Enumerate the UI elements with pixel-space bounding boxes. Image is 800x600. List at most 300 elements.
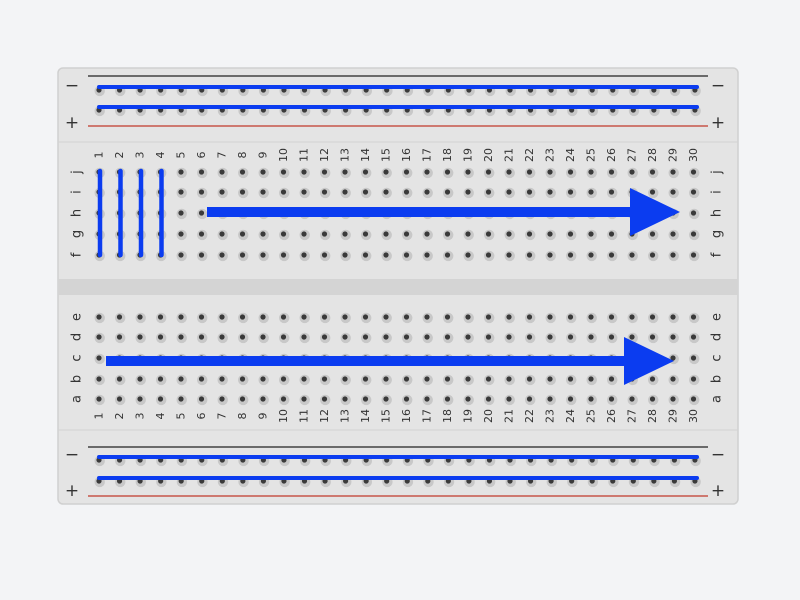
row-letter-left: c [69, 354, 85, 362]
hole-e [322, 314, 327, 319]
hole-b [322, 376, 327, 381]
hole-f [322, 252, 327, 257]
hole-d [568, 334, 573, 339]
row-letter-left: g [69, 229, 85, 239]
hole-g [260, 231, 265, 236]
hole-i [486, 189, 491, 194]
hole-i [568, 189, 573, 194]
hole-h [199, 210, 204, 215]
hole-e [137, 314, 142, 319]
hole-d [240, 334, 245, 339]
hole-f [363, 252, 368, 257]
hole-i [527, 189, 532, 194]
hole-a [383, 396, 388, 401]
hole-a [199, 396, 204, 401]
hole-e [650, 314, 655, 319]
hole-g [568, 231, 573, 236]
hole-g [301, 231, 306, 236]
row-letter-right: h [709, 208, 725, 218]
column-number-top: 5 [174, 151, 188, 159]
hole-j [588, 169, 593, 174]
row-letter-left: h [69, 208, 85, 218]
hole-i [281, 189, 286, 194]
hole-a [404, 396, 409, 401]
column-number-top: 11 [297, 148, 311, 162]
hole-g [363, 231, 368, 236]
hole-f [260, 252, 265, 257]
hole-a [260, 396, 265, 401]
hole-f [281, 252, 286, 257]
column-number-bottom: 6 [195, 412, 208, 420]
hole-f [445, 252, 450, 257]
column-number-bottom: 24 [564, 409, 577, 423]
hole-g [588, 231, 593, 236]
hole-j [260, 169, 265, 174]
hole-d [486, 334, 491, 339]
hole-g [465, 231, 470, 236]
hole-e [588, 314, 593, 319]
hole-a [342, 396, 347, 401]
hole-i [178, 189, 183, 194]
column-number-top: 15 [379, 148, 393, 162]
hole-b [260, 376, 265, 381]
column-number-top: 8 [236, 151, 249, 159]
hole-j [301, 169, 306, 174]
hole-d [96, 334, 101, 339]
hole-f [342, 252, 347, 257]
hole-e [281, 314, 286, 319]
hole-b [158, 376, 163, 381]
hole-g [199, 231, 204, 236]
hole-e [629, 314, 634, 319]
hole-j [445, 169, 450, 174]
hole-e [465, 314, 470, 319]
hole-e [486, 314, 491, 319]
column-number-bottom: 2 [113, 412, 126, 420]
hole-f [178, 252, 183, 257]
hole-d [363, 334, 368, 339]
column-number-bottom: 29 [666, 409, 680, 423]
column-number-bottom: 20 [482, 409, 495, 423]
column-number-top: 21 [502, 148, 516, 162]
hole-f [527, 252, 532, 257]
hole-j [506, 169, 511, 174]
hole-a [465, 396, 470, 401]
hole-a [670, 396, 675, 401]
hole-a [96, 396, 101, 401]
column-number-bottom: 15 [379, 409, 393, 423]
hole-b [240, 376, 245, 381]
row-letter-left: i [69, 190, 85, 194]
hole-i [383, 189, 388, 194]
column-number-bottom: 9 [256, 412, 270, 420]
hole-g [281, 231, 286, 236]
hole-d [650, 334, 655, 339]
hole-d [260, 334, 265, 339]
column-number-bottom: 4 [154, 412, 167, 420]
column-number-top: 27 [625, 148, 639, 162]
hole-e [424, 314, 429, 319]
hole-b [588, 376, 593, 381]
hole-f [301, 252, 306, 257]
hole-d [609, 334, 614, 339]
column-number-top: 19 [461, 148, 475, 162]
hole-j [527, 169, 532, 174]
column-number-bottom: 26 [605, 409, 618, 423]
hole-e [527, 314, 532, 319]
hole-a [445, 396, 450, 401]
column-number-top: 16 [400, 148, 413, 162]
hole-f [383, 252, 388, 257]
hole-i [219, 189, 224, 194]
column-number-bottom: 10 [277, 409, 290, 423]
hole-f [486, 252, 491, 257]
hole-a [322, 396, 327, 401]
hole-i [260, 189, 265, 194]
column-number-top: 18 [441, 148, 454, 162]
hole-g [670, 231, 675, 236]
hole-j [240, 169, 245, 174]
hole-d [691, 334, 696, 339]
arrow-top-shaft [207, 207, 632, 217]
hole-a [363, 396, 368, 401]
hole-b [178, 376, 183, 381]
column-number-bottom: 12 [318, 409, 331, 423]
hole-b [650, 376, 655, 381]
hole-b [568, 376, 573, 381]
hole-j [424, 169, 429, 174]
column-number-top: 25 [584, 148, 598, 162]
hole-b [117, 376, 122, 381]
row-letter-right: b [709, 374, 725, 384]
hole-g [691, 231, 696, 236]
hole-d [322, 334, 327, 339]
column-number-top: 2 [113, 151, 126, 159]
hole-d [506, 334, 511, 339]
hole-g [424, 231, 429, 236]
hole-e [342, 314, 347, 319]
hole-f [568, 252, 573, 257]
column-number-top: 1 [92, 151, 106, 159]
hole-i [424, 189, 429, 194]
hole-a [219, 396, 224, 401]
hole-a [281, 396, 286, 401]
row-letter-right: a [709, 395, 725, 403]
column-number-bottom: 27 [625, 409, 639, 423]
hole-b [670, 376, 675, 381]
hole-i [240, 189, 245, 194]
hole-g [219, 231, 224, 236]
hole-b [96, 376, 101, 381]
hole-j [178, 169, 183, 174]
row-letter-left: f [69, 252, 85, 258]
row-letter-left: j [69, 170, 85, 174]
column-number-bottom: 13 [338, 409, 352, 423]
hole-i [691, 189, 696, 194]
column-number-top: 13 [338, 148, 352, 162]
row-letter-left: a [69, 395, 85, 403]
column-number-top: 20 [482, 148, 495, 162]
hole-b [547, 376, 552, 381]
column-number-top: 23 [543, 148, 557, 162]
hole-d [158, 334, 163, 339]
column-number-bottom: 14 [359, 409, 372, 423]
hole-i [199, 189, 204, 194]
hole-e [609, 314, 614, 319]
hole-i [609, 189, 614, 194]
hole-i [506, 189, 511, 194]
hole-g [527, 231, 532, 236]
hole-j [404, 169, 409, 174]
hole-f [199, 252, 204, 257]
column-number-top: 30 [687, 148, 700, 162]
column-number-bottom: 16 [400, 409, 413, 423]
hole-j [609, 169, 614, 174]
hole-d [301, 334, 306, 339]
hole-j [281, 169, 286, 174]
hole-b [363, 376, 368, 381]
column-number-top: 24 [564, 148, 577, 162]
hole-g [178, 231, 183, 236]
hole-e [568, 314, 573, 319]
hole-a [691, 396, 696, 401]
hole-b [137, 376, 142, 381]
hole-d [465, 334, 470, 339]
hole-d [342, 334, 347, 339]
hole-d [178, 334, 183, 339]
arrow-bottom-shaft [106, 356, 626, 366]
hole-j [465, 169, 470, 174]
hole-d [117, 334, 122, 339]
row-letter-right: g [709, 229, 725, 239]
hole-b [301, 376, 306, 381]
hole-f [465, 252, 470, 257]
hole-g [650, 231, 655, 236]
rail-bottom-plus-sign: + [710, 481, 726, 501]
hole-b [691, 376, 696, 381]
column-number-top: 28 [646, 148, 659, 162]
hole-b [527, 376, 532, 381]
hole-g [506, 231, 511, 236]
hole-j [650, 169, 655, 174]
hole-d [445, 334, 450, 339]
hole-d [199, 334, 204, 339]
column-number-top: 29 [666, 148, 680, 162]
column-number-top: 14 [359, 148, 372, 162]
column-number-top: 3 [133, 151, 147, 159]
hole-a [424, 396, 429, 401]
hole-i [404, 189, 409, 194]
hole-f [691, 252, 696, 257]
hole-d [629, 334, 634, 339]
hole-a [629, 396, 634, 401]
rail-bottom-minus-sign: − [710, 445, 726, 465]
hole-b [199, 376, 204, 381]
hole-e [363, 314, 368, 319]
hole-i [465, 189, 470, 194]
column-number-top: 6 [195, 151, 208, 159]
rail-top-plus-sign: + [64, 113, 80, 133]
row-letter-right: j [709, 170, 725, 174]
column-number-bottom: 7 [215, 412, 229, 420]
column-number-top: 10 [277, 148, 290, 162]
hole-g [609, 231, 614, 236]
hole-a [178, 396, 183, 401]
column-number-bottom: 8 [236, 412, 249, 420]
hole-j [568, 169, 573, 174]
hole-f [506, 252, 511, 257]
column-number-bottom: 3 [133, 412, 147, 420]
hole-j [383, 169, 388, 174]
hole-a [117, 396, 122, 401]
hole-d [670, 334, 675, 339]
hole-d [424, 334, 429, 339]
hole-b [383, 376, 388, 381]
row-letter-left: d [69, 332, 85, 342]
hole-i [363, 189, 368, 194]
row-letter-left: b [69, 374, 85, 384]
hole-i [547, 189, 552, 194]
hole-a [588, 396, 593, 401]
column-number-bottom: 22 [523, 409, 536, 423]
hole-f [240, 252, 245, 257]
hole-i [445, 189, 450, 194]
hole-a [301, 396, 306, 401]
hole-j [486, 169, 491, 174]
hole-d [383, 334, 388, 339]
hole-j [670, 169, 675, 174]
hole-i [588, 189, 593, 194]
row-letter-right: f [709, 252, 725, 258]
hole-d [588, 334, 593, 339]
column-number-top: 22 [523, 148, 536, 162]
hole-j [342, 169, 347, 174]
row-letter-right: c [709, 354, 725, 362]
hole-j [629, 169, 634, 174]
hole-e [199, 314, 204, 319]
rail-top-minus-sign: − [710, 76, 726, 96]
row-letter-right: e [709, 313, 725, 321]
hole-j [322, 169, 327, 174]
hole-e [506, 314, 511, 319]
column-number-bottom: 23 [543, 409, 557, 423]
hole-a [506, 396, 511, 401]
hole-j [363, 169, 368, 174]
hole-g [322, 231, 327, 236]
hole-f [670, 252, 675, 257]
hole-d [281, 334, 286, 339]
hole-f [588, 252, 593, 257]
hole-a [137, 396, 142, 401]
row-letter-left: e [69, 313, 85, 321]
hole-h [178, 210, 183, 215]
hole-i [322, 189, 327, 194]
hole-d [404, 334, 409, 339]
hole-d [547, 334, 552, 339]
column-number-bottom: 5 [174, 412, 188, 420]
hole-f [424, 252, 429, 257]
hole-g [342, 231, 347, 236]
column-number-bottom: 21 [502, 409, 516, 423]
hole-g [404, 231, 409, 236]
hole-e [240, 314, 245, 319]
hole-i [670, 189, 675, 194]
column-number-top: 9 [256, 151, 270, 159]
hole-g [486, 231, 491, 236]
hole-e [96, 314, 101, 319]
hole-a [650, 396, 655, 401]
hole-g [383, 231, 388, 236]
hole-e [670, 314, 675, 319]
column-number-bottom: 18 [441, 409, 454, 423]
hole-d [527, 334, 532, 339]
hole-i [650, 189, 655, 194]
hole-e [301, 314, 306, 319]
hole-i [342, 189, 347, 194]
hole-b [424, 376, 429, 381]
hole-e [219, 314, 224, 319]
hole-e [691, 314, 696, 319]
column-number-top: 4 [154, 151, 167, 159]
hole-f [219, 252, 224, 257]
rail-top-minus-sign: − [64, 76, 80, 96]
hole-f [404, 252, 409, 257]
column-number-top: 26 [605, 148, 618, 162]
column-number-bottom: 1 [92, 412, 106, 420]
hole-j [219, 169, 224, 174]
column-number-top: 7 [215, 151, 229, 159]
hole-g [240, 231, 245, 236]
hole-e [547, 314, 552, 319]
hole-h [691, 210, 696, 215]
hole-b [506, 376, 511, 381]
hole-d [219, 334, 224, 339]
column-number-bottom: 30 [687, 409, 700, 423]
hole-j [691, 169, 696, 174]
row-letter-right: i [709, 190, 725, 194]
hole-g [445, 231, 450, 236]
hole-e [158, 314, 163, 319]
hole-e [404, 314, 409, 319]
hole-b [404, 376, 409, 381]
row-letter-right: d [709, 332, 725, 342]
hole-b [486, 376, 491, 381]
column-number-top: 12 [318, 148, 331, 162]
hole-g [547, 231, 552, 236]
hole-i [301, 189, 306, 194]
hole-a [240, 396, 245, 401]
hole-a [486, 396, 491, 401]
hole-f [650, 252, 655, 257]
center-channel [58, 279, 738, 295]
hole-b [281, 376, 286, 381]
hole-f [609, 252, 614, 257]
hole-a [568, 396, 573, 401]
rail-top-plus-sign: + [710, 113, 726, 133]
hole-j [547, 169, 552, 174]
hole-e [260, 314, 265, 319]
rail-bottom-plus-sign: + [64, 481, 80, 501]
column-number-top: 17 [420, 148, 434, 162]
hole-a [158, 396, 163, 401]
hole-e [117, 314, 122, 319]
column-number-bottom: 28 [646, 409, 659, 423]
hole-f [547, 252, 552, 257]
hole-j [199, 169, 204, 174]
hole-b [342, 376, 347, 381]
hole-b [609, 376, 614, 381]
hole-b [219, 376, 224, 381]
